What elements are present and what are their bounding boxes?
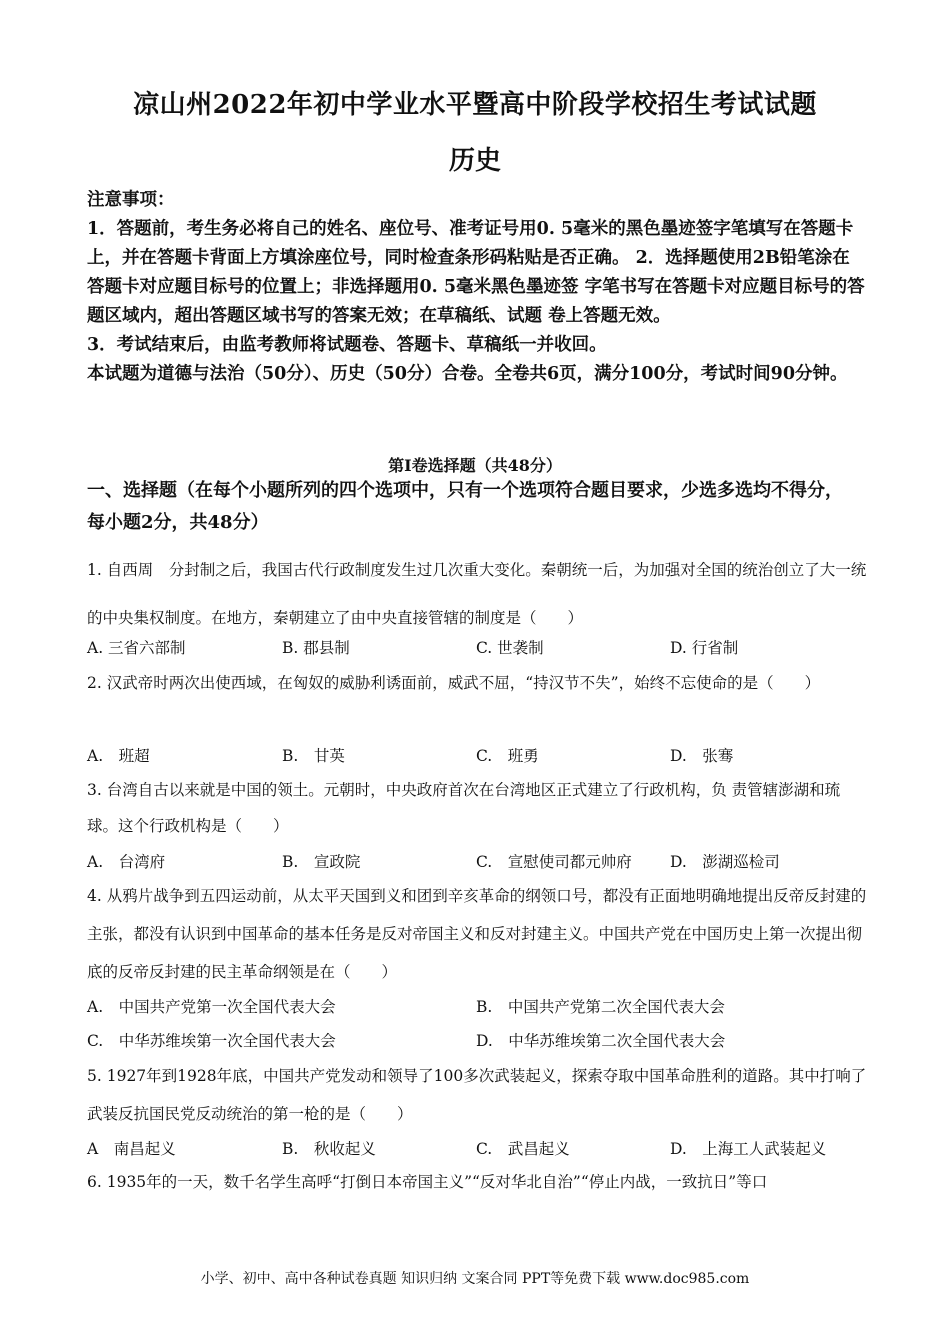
notice-block <box>87 186 867 389</box>
option-d: D. 上海工人武装起义 <box>670 1140 827 1158</box>
notice-item-1-2: 1．答题前，考生务必将自己的姓名、座位号、准考证号用0. 5毫米的黑色墨迹签字笔填写在答题卡上，并在答题卡背面上方填涂座位号，同时检查条形码粘贴是否正确。 2．选择题使用2B铅笔涂在答题卡对应题目标号的位置上；非选择题用0. 5毫米黑色墨迹签 字笔书写在答题卡对应题目标号的答题区域内，超出答题区域书写的答案无效；在草稿纸、试题 卷上答题无效。 <box>87 219 865 326</box>
question-1-options <box>87 636 867 660</box>
option-b: B. 郡县制 <box>282 639 350 657</box>
notice-item-3: 3．考试结束后，由监考教师将试题卷、答题卡、草稿纸一并收回。 <box>87 335 607 355</box>
question-4-options-row-1 <box>87 995 867 1019</box>
question-3-stem: 3. 台湾自古以来就是中国的领土。元朝时，中央政府首次在台湾地区正式建立了行政机构，负 责管辖澎湖和琉球。这个行政机构是（ ） <box>87 781 841 835</box>
part-heading: 一、选择题（在每个小题所列的四个选项中，只有一个选项符合题目要求，少选多选均不得分， 每小题2分，共48分） <box>87 480 843 533</box>
option-d: D. 行省制 <box>670 639 739 657</box>
option-a: A. 班超 <box>87 747 150 765</box>
option-d: D. 中华苏维埃第二次全国代表大会 <box>476 1032 726 1050</box>
question-3-options <box>87 850 867 874</box>
option-c: C. 中华苏维埃第一次全国代表大会 <box>87 1032 336 1050</box>
question-6-stem: 6. 1935年的一天，数千名学生高呼“打倒日本帝国主义”“反对华北自治”“停止内战，一致抗日”等口 <box>87 1173 768 1191</box>
option-a: A 南昌起义 <box>87 1140 176 1158</box>
option-c: C. 宣慰使司都元帅府 <box>476 853 632 871</box>
exam-title: 凉山州2022年初中学业水平暨高中阶段学校招生考试试题 <box>133 90 817 120</box>
question-5-options <box>87 1137 867 1161</box>
footer-note: 小学、初中、高中各种试卷真题 知识归纳 文案合同 PPT等免费下载 www.doc985.com <box>200 1271 750 1287</box>
option-a: A. 中国共产党第一次全国代表大会 <box>87 998 336 1016</box>
section-title: 第I卷选择题（共48分） <box>388 456 562 475</box>
option-b: B. 甘英 <box>282 747 345 765</box>
notice-heading: 注意事项： <box>87 190 175 210</box>
option-d: D. 澎湖巡检司 <box>670 853 780 871</box>
option-a: A. 三省六部制 <box>87 639 186 657</box>
question-5-stem: 5. 1927年到1928年底，中国共产党发动和领导了100多次武装起义，探索夺取中国革命胜利的道路。其中打响了武装反抗国民党反动统治的第一枪的是（ ） <box>87 1067 867 1123</box>
option-c: C. 世袭制 <box>476 639 544 657</box>
question-4-stem: 4. 从鸦片战争到五四运动前，从太平天国到义和团到辛亥革命的纲领口号，都没有正面地明确地提出反帝反封建的主张，都没有认识到中国革命的基本任务是反对帝国主义和反对封建主义。中国共产党在中国历史上第一次提出彻底的反帝反封建的民主革命纲领是在（ ） <box>87 887 867 981</box>
option-c: C. 武昌起义 <box>476 1140 570 1158</box>
option-a: A. 台湾府 <box>87 853 166 871</box>
option-b: B. 中国共产党第二次全国代表大会 <box>476 998 725 1016</box>
question-4-options-row-2 <box>87 1029 867 1053</box>
subject-title: 历史 <box>448 146 501 176</box>
option-d: D. 张骞 <box>670 747 734 765</box>
notice-exam-info: 本试题为道德与法治（50分）、历史（50分）合卷。全卷共6页，满分100分，考试时间90分钟。 <box>87 364 848 384</box>
question-2-stem: 2. 汉武帝时两次出使西域，在匈奴的威胁利诱面前，威武不屈，“持汉节不失”，始终不忘使命的是（ ） <box>87 674 821 692</box>
option-c: C. 班勇 <box>476 747 539 765</box>
option-b: B. 宣政院 <box>282 853 361 871</box>
question-2-options <box>87 744 867 768</box>
option-b: B. 秋收起义 <box>282 1140 376 1158</box>
question-1-stem: 1. 自西周 分封制之后，我国古代行政制度发生过几次重大变化。秦朝统一后，为加强对全国的统治创立了大一统的中央集权制度。在地方，秦朝建立了由中央直接管辖的制度是（ ） <box>87 561 867 627</box>
